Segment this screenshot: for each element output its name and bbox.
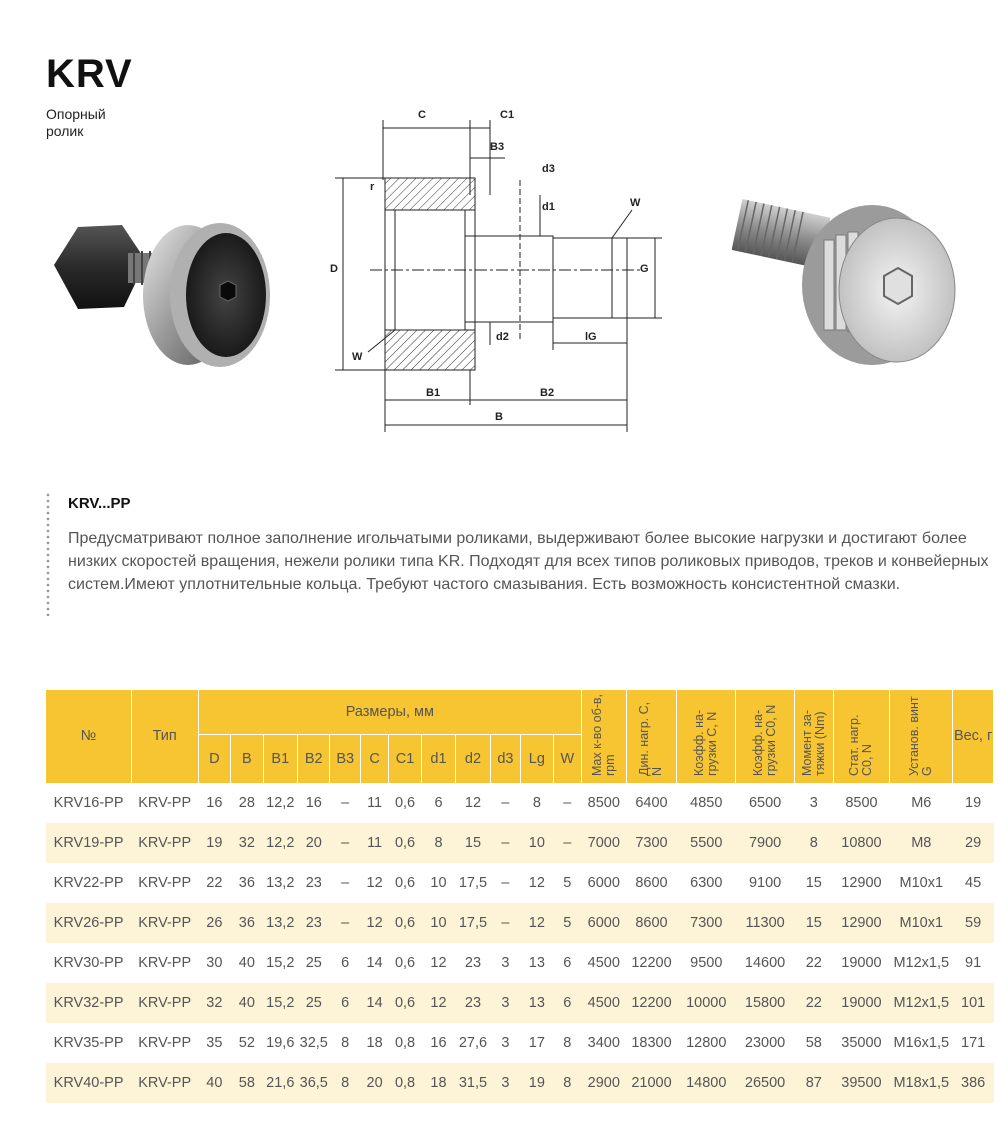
table-cell: 19 [521,1063,553,1103]
table-cell: M18x1,5 [890,1063,953,1103]
table-cell: 14800 [677,1063,736,1103]
table-cell: 15 [456,823,490,863]
table-cell: 12 [430,954,447,971]
table-cell: 3400 [587,1034,620,1051]
table-cell: KRV-PP [138,1034,192,1051]
table-cell: 7300 [626,823,677,863]
page-title: KRV [46,52,133,96]
table-cell: 18 [421,1063,455,1103]
table-cell: 30 [206,954,223,971]
table-cell: 52 [238,1034,255,1051]
table-cell: 8 [795,823,834,863]
table-cell: 0,6 [394,874,416,891]
table-cell: 3 [490,1063,520,1103]
table-cell: 13,2 [263,903,297,943]
table-cell: 0,6 [389,983,421,1023]
table-cell: 15 [795,903,834,943]
table-cell: 7300 [677,903,736,943]
table-row [46,783,994,823]
table-cell: 15,2 [266,954,295,971]
table-cell: – [501,874,510,891]
table-cell: KRV-PP [138,794,192,811]
header-dim-d1: d1 [421,735,455,783]
table-cell: KRV-PP [131,1063,198,1103]
drawing-label-b3: B3 [490,141,505,153]
table-cell: – [341,874,350,891]
table-cell: 26500 [736,1063,795,1103]
roller-cutaway-photo [732,180,962,380]
table-cell: 19 [965,794,982,811]
table-cell: – [501,794,510,811]
table-cell: – [330,903,360,943]
table-cell: 19 [198,823,230,863]
table-cell: 17,5 [458,874,488,891]
table-cell: 12200 [626,983,677,1023]
header-dim-w: W [553,735,581,783]
table-cell: 36 [231,903,263,943]
table-cell: M12x1,5 [893,954,950,971]
table-cell: 20 [360,1063,388,1103]
table-cell: 8 [341,1034,350,1051]
table-cell: 6 [341,954,350,971]
drawing-label-c1: C1 [500,109,515,121]
table-cell: 0,6 [389,823,421,863]
table-cell: KRV40-PP [46,1063,131,1103]
table-cell: 5 [553,903,581,943]
drawing-label-w-left: W [352,351,363,363]
table-cell: 58 [231,1063,263,1103]
table-cell: KRV35-PP [53,1034,124,1051]
table-cell: KRV-PP [131,903,198,943]
table-cell: 0,6 [389,903,421,943]
table-cell: KRV30-PP [53,954,124,971]
table-cell: KRV19-PP [46,823,131,863]
table-cell: 17 [528,1034,545,1051]
header-dim-d: D [198,735,230,783]
table-cell: 58 [805,1034,822,1051]
table-cell: 15,2 [263,983,297,1023]
section-title: KRV...PP [68,495,131,512]
table-cell: 8600 [626,903,677,943]
table-cell: 7000 [582,823,627,863]
table-cell: 8 [421,823,455,863]
table-cell: 5500 [677,823,736,863]
table-cell: 35000 [841,1034,882,1051]
table-cell: 12800 [686,1034,727,1051]
table-cell: 4500 [582,983,627,1023]
drawing-label-c: C [418,109,426,121]
header-torque: Момент за-тяжки (Nm) [795,690,834,783]
table-cell: 35 [206,1034,223,1051]
table-cell: 8 [532,794,541,811]
header-dim-b2: B2 [298,735,330,783]
table-cell: 0,8 [394,1034,416,1051]
roller-technical-drawing [325,100,665,440]
table-cell: 6400 [635,794,668,811]
table-cell: 8 [563,1034,572,1051]
table-cell: M10x1 [899,874,944,891]
table-cell: 10800 [833,823,890,863]
table-cell: 6 [563,954,572,971]
table-cell: KRV-PP [138,874,192,891]
table-cell: 12900 [841,874,882,891]
table-cell: 12 [366,874,383,891]
table-cell: 26 [198,903,230,943]
table-cell: 25 [305,954,322,971]
table-cell: 23 [305,874,322,891]
table-cell: M10x1 [890,903,953,943]
table-row [46,983,994,1023]
table-cell: 6000 [582,903,627,943]
table-cell: 5 [563,874,572,891]
table-cell: 0,6 [394,954,416,971]
table-cell: – [341,794,350,811]
table-cell: – [490,903,520,943]
table-cell: 23000 [744,1034,786,1051]
drawing-label-d3: d3 [542,163,555,175]
table-cell: 39500 [833,1063,890,1103]
table-cell: 22 [805,954,822,971]
table-cell: 25 [298,983,330,1023]
table-cell: KRV-PP [131,983,198,1023]
table-cell: 18300 [631,1034,672,1051]
table-cell: 9500 [690,954,723,971]
table-cell: 23 [298,903,330,943]
table-cell: 6000 [587,874,620,891]
table-cell: 8500 [845,794,878,811]
table-cell: 40 [238,954,255,971]
table-cell: 10 [430,874,447,891]
section-description: Предусматривают полное заполнение игольчатыми роликами, выдерживают более высокие нагрузки и достигают более низких скоростей вращения, нежели ролики типа KR. Подходят для всех типов роликовых приводов, треков и конвейерных систем.Имеют уплотнительные кольца. Требуют частого смазывания. Есть возможность консистентной смазки. [68,530,989,593]
table-cell: 6 [330,983,360,1023]
table-cell: 6 [434,794,443,811]
drawing-label-d2: d2 [496,331,509,343]
table-cell: 0,6 [394,794,416,811]
table-cell: 13,2 [266,874,295,891]
table-cell: 6 [553,983,581,1023]
table-cell: 59 [953,903,994,943]
table-row [46,823,994,863]
table-cell: 11300 [736,903,795,943]
table-cell: 14 [366,954,383,971]
table-cell: 29 [953,823,994,863]
header-coef-c0: Коэфф. на-грузки C0, N [736,690,795,783]
header-dim-b3: B3 [330,735,360,783]
table-cell: 4500 [587,954,620,971]
table-cell: 21,6 [263,1063,297,1103]
table-cell: 171 [961,1034,986,1051]
header-dim-d2: d2 [456,735,490,783]
table-cell: 8 [553,1063,581,1103]
header-max-speed: Max к-во об-в, rpm [582,690,627,783]
table-cell: 23 [464,954,482,971]
table-cell: KRV32-PP [46,983,131,1023]
drawing-label-b2: B2 [540,387,555,399]
header-coef-c: Коэфф. на-грузки C, N [677,690,736,783]
table-cell: 91 [965,954,982,971]
table-cell: 21000 [626,1063,677,1103]
table-cell: 15 [805,874,822,891]
table-cell: 11 [360,823,388,863]
table-cell: 22 [206,874,223,891]
table-cell: 19000 [841,954,882,971]
header-dimensions: Размеры, мм [198,690,581,735]
table-cell: 14600 [744,954,786,971]
page-subtitle: Опорный ролик [46,106,106,139]
table-cell: KRV-PP [138,954,192,971]
drawing-label-d-outer: D [330,263,338,275]
header-dyn-load: Дин. нагр. C, N [626,690,677,783]
table-cell: M8 [890,823,953,863]
table-cell: 10 [421,903,455,943]
table-cell: 15800 [736,983,795,1023]
table-cell: 8 [330,1063,360,1103]
table-cell: KRV16-PP [53,794,124,811]
table-cell: 386 [953,1063,994,1103]
table-cell: 12 [528,874,545,891]
table-cell: – [563,794,572,811]
header-number: № [46,690,131,783]
table-cell: 2900 [582,1063,627,1103]
header-dim-c: C [360,735,388,783]
table-cell: 20 [298,823,330,863]
drawing-label-d1: d1 [542,201,555,213]
table-row [46,903,994,943]
table-cell: 4850 [690,794,723,811]
header-screw: Установ. винт G [890,690,953,783]
table-cell: 11 [367,794,383,811]
table-cell: 8600 [635,874,668,891]
table-cell: 13 [521,983,553,1023]
drawing-label-w-right: W [630,197,641,209]
table-cell: 40 [231,983,263,1023]
table-cell: 31,5 [456,1063,490,1103]
table-cell: 12 [360,903,388,943]
table-cell: – [330,823,360,863]
table-cell: 18 [366,1034,383,1051]
table-cell: 14 [360,983,388,1023]
table-cell: 7900 [736,823,795,863]
table-cell: 40 [198,1063,230,1103]
table-cell: 12900 [833,903,890,943]
table-cell: 87 [795,1063,834,1103]
table-cell: 36,5 [298,1063,330,1103]
table-cell: 32,5 [299,1034,328,1051]
table-cell: 16 [305,794,322,811]
table-cell: 23 [456,983,490,1023]
table-cell: 16 [206,794,223,811]
header-dim-c1: C1 [389,735,421,783]
table-cell: 3 [501,954,510,971]
table-cell: – [490,823,520,863]
table-cell: 6500 [748,794,782,811]
table-cell: 10000 [677,983,736,1023]
table-cell: 0,8 [389,1063,421,1103]
table-cell: 3 [501,1034,510,1051]
table-cell: 6300 [690,874,723,891]
table-cell: 8500 [587,794,620,811]
table-cell: 12200 [631,954,672,971]
drawing-label-lg: lG [585,331,597,343]
table-row [46,1023,994,1063]
table-cell: 12,2 [266,794,295,811]
table-cell: M16x1,5 [893,1034,950,1051]
table-cell: 36 [238,874,255,891]
header-dim-d3: d3 [490,735,520,783]
section-dotted-bar [46,492,50,616]
table-cell: 45 [965,874,982,891]
header-type: Тип [131,690,198,783]
drawing-label-r: r [370,181,375,193]
header-dim-b1: B1 [263,735,297,783]
header-dim-b: B [231,735,263,783]
table-cell: M12x1,5 [890,983,953,1023]
table-cell: 3 [490,983,520,1023]
table-cell: 27,6 [458,1034,488,1051]
table-cell: KRV26-PP [46,903,131,943]
header-dim-lg: Lg [521,735,553,783]
table-cell: KRV22-PP [53,874,124,891]
table-cell: M6 [911,794,932,811]
table-cell: 22 [795,983,834,1023]
drawing-label-b1: B1 [426,387,441,399]
table-cell: 10 [521,823,553,863]
drawing-label-g: G [640,263,649,275]
table-row [46,863,994,903]
roller-photo-left [48,205,278,385]
table-cell: 32 [231,823,263,863]
table-cell: 28 [238,794,255,811]
table-cell: KRV-PP [131,823,198,863]
table-cell: – [553,823,581,863]
drawing-label-b: B [495,411,503,423]
table-cell: 12 [521,903,553,943]
table-cell: 17,5 [456,903,490,943]
table-row [46,943,994,983]
specs-table [46,690,994,1103]
header-weight: Вес, г [953,690,994,783]
table-cell: 13 [528,954,545,971]
table-cell: 9100 [748,874,782,891]
table-cell: 19,6 [266,1034,295,1051]
table-cell: 12 [421,983,455,1023]
table-cell: 19000 [833,983,890,1023]
table-cell: 32 [198,983,230,1023]
table-row [46,1063,994,1103]
table-cell: 16 [430,1034,447,1051]
table-cell: 3 [809,794,818,811]
header-stat-load: Стат. нагр. C0, N [833,690,890,783]
table-cell: 101 [953,983,994,1023]
table-cell: 12,2 [263,823,297,863]
table-cell: 12 [464,794,482,811]
